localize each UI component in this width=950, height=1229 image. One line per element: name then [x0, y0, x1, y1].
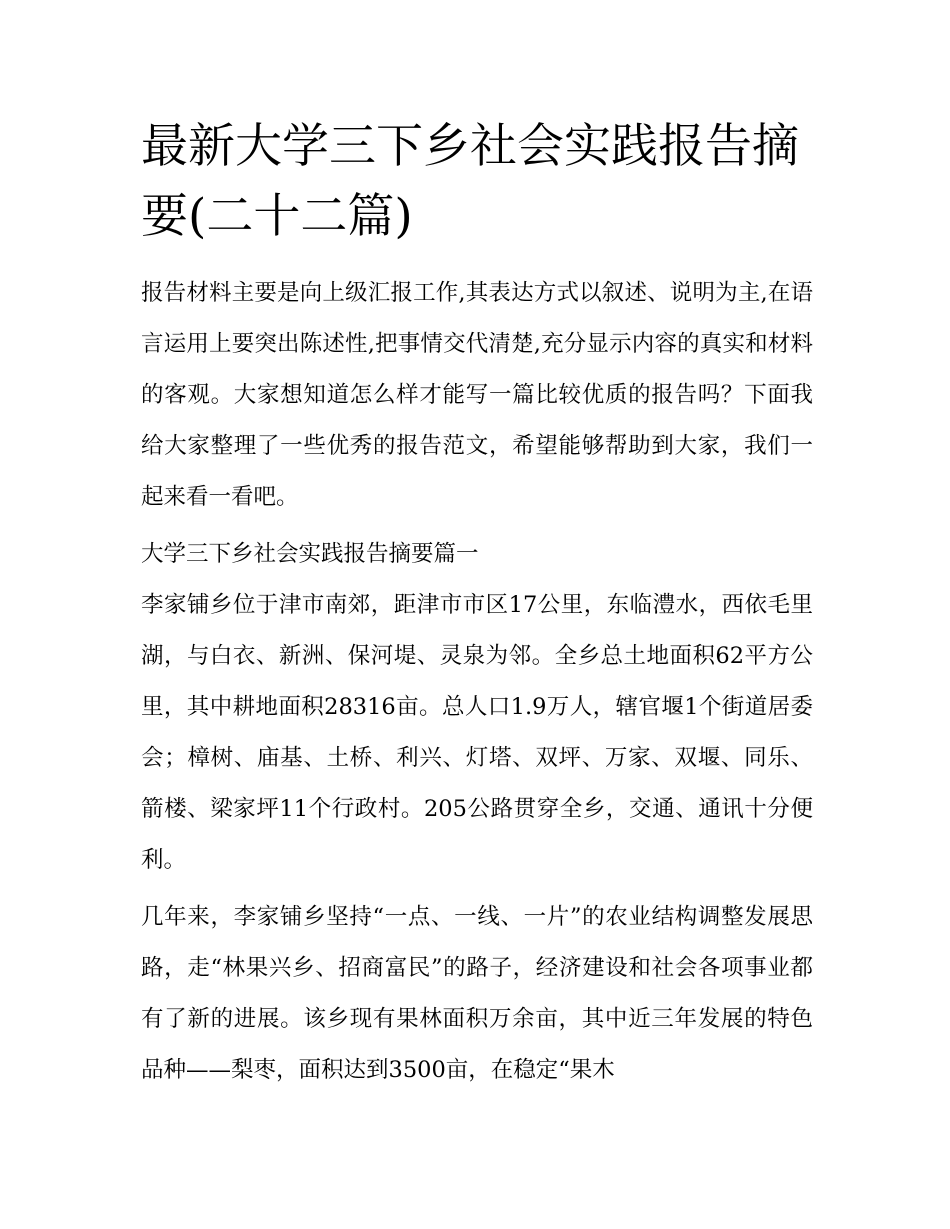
document-page: [141, 112, 813, 1102]
document-body: [141, 268, 813, 1096]
document-title: 最新大学三下乡社会实践报告摘要(二十二篇): [141, 119, 799, 244]
body-paragraph-2: 几年来，李家铺乡坚持“一点、一线、一片”的农业结构调整发展思路，走“林果兴乡、招商富民”的路子，经济建设和社会各项事业都有了新的进展。该乡现有果林面积万余亩，其中近三年发展的特色品种——梨枣，面积达到3500亩，在稳定“果木: [141, 904, 813, 1083]
section-heading: 大学三下乡社会实践报告摘要篇一: [141, 541, 479, 567]
intro-paragraph: 报告材料主要是向上级汇报工作,其表达方式以叙述、说明为主,在语言运用上要突出陈述性,把事情交代清楚,充分显示内容的真实和材料的客观。大家想知道怎么样才能写一篇比较优质的报告吗？下面我给大家整理了一些优秀的报告范文，希望能够帮助到大家，我们一起来看一看吧。: [141, 280, 813, 510]
body-paragraph-1: 李家铺乡位于津市南郊，距津市市区17公里，东临澧水，西依毛里湖，与白衣、新洲、保河堤、灵泉为邻。全乡总土地面积62平方公里，其中耕地面积28316亩。总人口1.9万人，辖官堰1个街道居委会；樟树、庙基、土桥、利兴、灯塔、双坪、万家、双堰、同乐、箭楼、梁家坪11个行政村。205公路贯穿全乡，交通、通讯十分便利。: [141, 592, 813, 873]
